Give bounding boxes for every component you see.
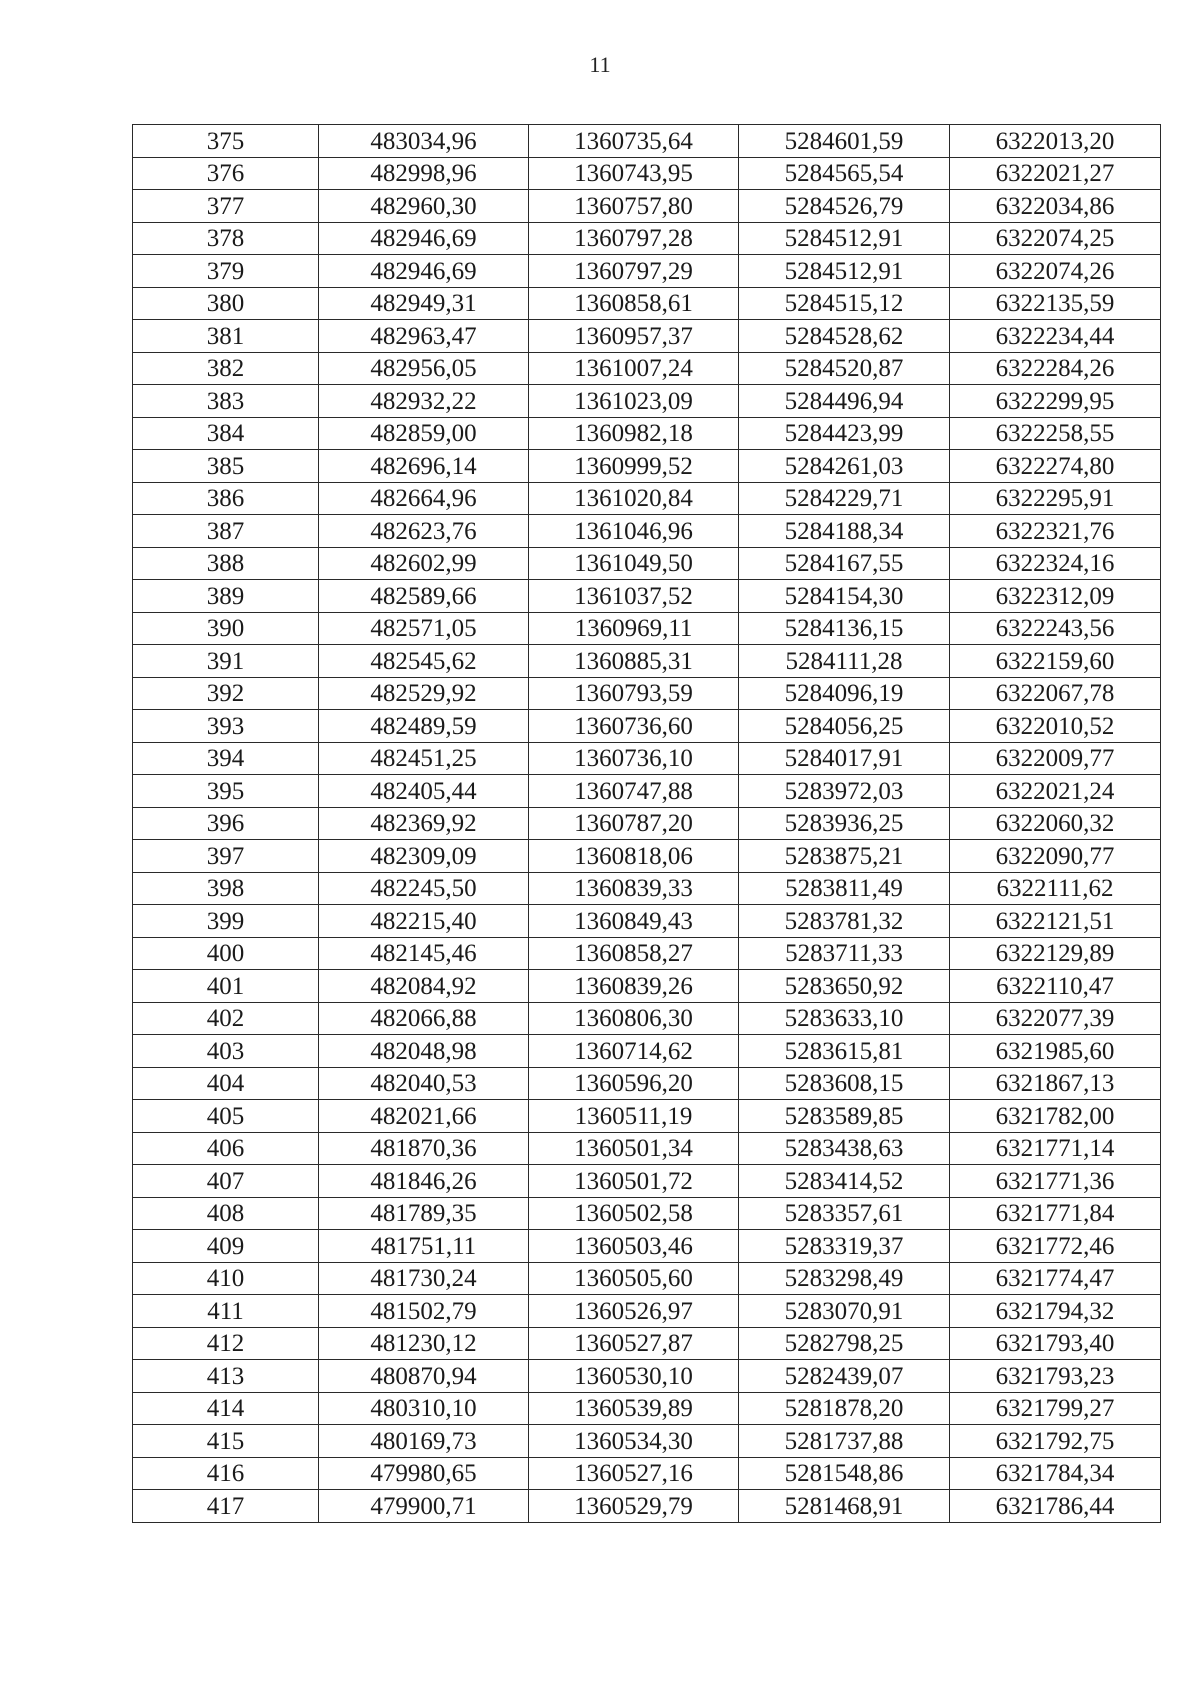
coord-y1-cell: 1360596,20 xyxy=(529,1067,739,1100)
coord-x2-cell: 5283298,49 xyxy=(739,1262,950,1295)
coord-x2-cell: 5284167,55 xyxy=(739,547,950,580)
coord-y2-cell: 6321793,40 xyxy=(950,1327,1161,1360)
table-row xyxy=(133,255,1161,288)
coord-y1-cell: 1360797,28 xyxy=(529,222,739,255)
coord-x2-cell: 5284515,12 xyxy=(739,287,950,320)
coord-y1-cell: 1360530,10 xyxy=(529,1360,739,1393)
coord-y2-cell: 6322243,56 xyxy=(950,612,1161,645)
point-number-cell: 387 xyxy=(133,515,319,548)
table-row xyxy=(133,710,1161,743)
point-number-cell: 409 xyxy=(133,1230,319,1263)
coord-x1-cell: 482545,62 xyxy=(319,645,529,678)
point-number-cell: 390 xyxy=(133,612,319,645)
table-row xyxy=(133,677,1161,710)
coord-y1-cell: 1360818,06 xyxy=(529,840,739,873)
point-number-cell: 380 xyxy=(133,287,319,320)
table-row xyxy=(133,417,1161,450)
coord-y1-cell: 1360797,29 xyxy=(529,255,739,288)
coord-x1-cell: 482489,59 xyxy=(319,710,529,743)
coord-y1-cell: 1360736,60 xyxy=(529,710,739,743)
coord-x1-cell: 482589,66 xyxy=(319,580,529,613)
coord-y1-cell: 1360858,61 xyxy=(529,287,739,320)
coord-x2-cell: 5284017,91 xyxy=(739,742,950,775)
table-row xyxy=(133,970,1161,1003)
coord-x2-cell: 5283875,21 xyxy=(739,840,950,873)
coord-x2-cell: 5284423,99 xyxy=(739,417,950,450)
point-number-cell: 416 xyxy=(133,1457,319,1490)
table-row xyxy=(133,482,1161,515)
coord-x2-cell: 5284261,03 xyxy=(739,450,950,483)
coord-x2-cell: 5283070,91 xyxy=(739,1295,950,1328)
table-row xyxy=(133,1425,1161,1458)
table-row xyxy=(133,515,1161,548)
table-row xyxy=(133,1327,1161,1360)
coord-y1-cell: 1360957,37 xyxy=(529,320,739,353)
coord-x1-cell: 482963,47 xyxy=(319,320,529,353)
table-row xyxy=(133,222,1161,255)
coord-y1-cell: 1360736,10 xyxy=(529,742,739,775)
point-number-cell: 417 xyxy=(133,1490,319,1523)
coord-y2-cell: 6322111,62 xyxy=(950,872,1161,905)
coord-y1-cell: 1360529,79 xyxy=(529,1490,739,1523)
point-number-cell: 400 xyxy=(133,937,319,970)
coord-y2-cell: 6321985,60 xyxy=(950,1035,1161,1068)
coord-x2-cell: 5284154,30 xyxy=(739,580,950,613)
coord-y2-cell: 6322077,39 xyxy=(950,1002,1161,1035)
point-number-cell: 406 xyxy=(133,1132,319,1165)
point-number-cell: 392 xyxy=(133,677,319,710)
coord-x1-cell: 482932,22 xyxy=(319,385,529,418)
coord-y2-cell: 6322009,77 xyxy=(950,742,1161,775)
table-row xyxy=(133,352,1161,385)
coord-y2-cell: 6322234,44 xyxy=(950,320,1161,353)
coord-y2-cell: 6322258,55 xyxy=(950,417,1161,450)
coord-x2-cell: 5281737,88 xyxy=(739,1425,950,1458)
coord-y2-cell: 6321793,23 xyxy=(950,1360,1161,1393)
coord-y2-cell: 6321786,44 xyxy=(950,1490,1161,1523)
point-number-cell: 410 xyxy=(133,1262,319,1295)
coord-x2-cell: 5283711,33 xyxy=(739,937,950,970)
table-row xyxy=(133,1002,1161,1035)
coord-y1-cell: 1360714,62 xyxy=(529,1035,739,1068)
coord-y1-cell: 1360502,58 xyxy=(529,1197,739,1230)
coord-x2-cell: 5284526,79 xyxy=(739,190,950,223)
coord-y1-cell: 1360858,27 xyxy=(529,937,739,970)
coord-x1-cell: 479980,65 xyxy=(319,1457,529,1490)
coord-x1-cell: 482859,00 xyxy=(319,417,529,450)
coord-y1-cell: 1360757,80 xyxy=(529,190,739,223)
coord-x1-cell: 481502,79 xyxy=(319,1295,529,1328)
coord-y2-cell: 6322321,76 xyxy=(950,515,1161,548)
coord-y1-cell: 1360849,43 xyxy=(529,905,739,938)
coord-x1-cell: 481230,12 xyxy=(319,1327,529,1360)
coord-y2-cell: 6322295,91 xyxy=(950,482,1161,515)
coord-x2-cell: 5284520,87 xyxy=(739,352,950,385)
coord-x1-cell: 480169,73 xyxy=(319,1425,529,1458)
coord-x2-cell: 5284056,25 xyxy=(739,710,950,743)
coord-y1-cell: 1360505,60 xyxy=(529,1262,739,1295)
coord-x1-cell: 482084,92 xyxy=(319,970,529,1003)
point-number-cell: 391 xyxy=(133,645,319,678)
coord-x1-cell: 482405,44 xyxy=(319,775,529,808)
coord-y2-cell: 6321771,14 xyxy=(950,1132,1161,1165)
coord-y2-cell: 6322074,25 xyxy=(950,222,1161,255)
point-number-cell: 393 xyxy=(133,710,319,743)
table-row xyxy=(133,287,1161,320)
table-row xyxy=(133,125,1161,158)
coord-y2-cell: 6322299,95 xyxy=(950,385,1161,418)
table-row xyxy=(133,320,1161,353)
coord-x1-cell: 482369,92 xyxy=(319,807,529,840)
point-number-cell: 386 xyxy=(133,482,319,515)
point-number-cell: 401 xyxy=(133,970,319,1003)
coord-x2-cell: 5283650,92 xyxy=(739,970,950,1003)
coord-y2-cell: 6322284,26 xyxy=(950,352,1161,385)
coord-y2-cell: 6322121,51 xyxy=(950,905,1161,938)
coord-y1-cell: 1361037,52 xyxy=(529,580,739,613)
coord-y1-cell: 1361007,24 xyxy=(529,352,739,385)
table-row xyxy=(133,1490,1161,1523)
coord-y1-cell: 1360503,46 xyxy=(529,1230,739,1263)
point-number-cell: 382 xyxy=(133,352,319,385)
coord-y2-cell: 6322021,27 xyxy=(950,157,1161,190)
coord-y1-cell: 1360743,95 xyxy=(529,157,739,190)
coord-y2-cell: 6321799,27 xyxy=(950,1392,1161,1425)
coord-y2-cell: 6321774,47 xyxy=(950,1262,1161,1295)
coord-y2-cell: 6322067,78 xyxy=(950,677,1161,710)
table-row xyxy=(133,450,1161,483)
coord-x1-cell: 482048,98 xyxy=(319,1035,529,1068)
coord-x2-cell: 5283811,49 xyxy=(739,872,950,905)
coord-x2-cell: 5283615,81 xyxy=(739,1035,950,1068)
coord-y2-cell: 6321772,46 xyxy=(950,1230,1161,1263)
table-row xyxy=(133,1035,1161,1068)
coord-x2-cell: 5283608,15 xyxy=(739,1067,950,1100)
coord-x1-cell: 482949,31 xyxy=(319,287,529,320)
coord-x1-cell: 482215,40 xyxy=(319,905,529,938)
coord-x1-cell: 482664,96 xyxy=(319,482,529,515)
coord-x2-cell: 5284096,19 xyxy=(739,677,950,710)
point-number-cell: 375 xyxy=(133,125,319,158)
coord-x1-cell: 482571,05 xyxy=(319,612,529,645)
coord-y1-cell: 1360969,11 xyxy=(529,612,739,645)
coord-y2-cell: 6322129,89 xyxy=(950,937,1161,970)
coord-x2-cell: 5283414,52 xyxy=(739,1165,950,1198)
coord-x2-cell: 5282439,07 xyxy=(739,1360,950,1393)
coord-y2-cell: 6322135,59 xyxy=(950,287,1161,320)
point-number-cell: 411 xyxy=(133,1295,319,1328)
coord-x1-cell: 481870,36 xyxy=(319,1132,529,1165)
coord-y1-cell: 1360735,64 xyxy=(529,125,739,158)
coord-x2-cell: 5283589,85 xyxy=(739,1100,950,1133)
table-row xyxy=(133,190,1161,223)
coord-x2-cell: 5284528,62 xyxy=(739,320,950,353)
coord-y2-cell: 6322034,86 xyxy=(950,190,1161,223)
table-row xyxy=(133,1457,1161,1490)
coord-y1-cell: 1360526,97 xyxy=(529,1295,739,1328)
coord-x2-cell: 5284111,28 xyxy=(739,645,950,678)
table-row xyxy=(133,385,1161,418)
point-number-cell: 404 xyxy=(133,1067,319,1100)
point-number-cell: 394 xyxy=(133,742,319,775)
coord-y2-cell: 6322013,20 xyxy=(950,125,1161,158)
point-number-cell: 376 xyxy=(133,157,319,190)
table-row xyxy=(133,1230,1161,1263)
point-number-cell: 415 xyxy=(133,1425,319,1458)
table-row xyxy=(133,580,1161,613)
table-row xyxy=(133,840,1161,873)
coord-y2-cell: 6322159,60 xyxy=(950,645,1161,678)
coord-x2-cell: 5283972,03 xyxy=(739,775,950,808)
coord-y2-cell: 6322324,16 xyxy=(950,547,1161,580)
coord-y1-cell: 1360539,89 xyxy=(529,1392,739,1425)
coord-x1-cell: 482946,69 xyxy=(319,255,529,288)
point-number-cell: 402 xyxy=(133,1002,319,1035)
coord-y2-cell: 6321792,75 xyxy=(950,1425,1161,1458)
table-row xyxy=(133,872,1161,905)
coord-y1-cell: 1360747,88 xyxy=(529,775,739,808)
point-number-cell: 381 xyxy=(133,320,319,353)
coord-x2-cell: 5282798,25 xyxy=(739,1327,950,1360)
coord-x1-cell: 482309,09 xyxy=(319,840,529,873)
coord-y1-cell: 1360885,31 xyxy=(529,645,739,678)
coord-x1-cell: 482956,05 xyxy=(319,352,529,385)
coord-y1-cell: 1360534,30 xyxy=(529,1425,739,1458)
coord-y2-cell: 6322010,52 xyxy=(950,710,1161,743)
coordinates-table-body xyxy=(133,125,1161,1523)
coord-x2-cell: 5284512,91 xyxy=(739,222,950,255)
table-row xyxy=(133,905,1161,938)
coord-x2-cell: 5281548,86 xyxy=(739,1457,950,1490)
coord-y1-cell: 1361023,09 xyxy=(529,385,739,418)
point-number-cell: 388 xyxy=(133,547,319,580)
table-row xyxy=(133,742,1161,775)
coord-y1-cell: 1360511,19 xyxy=(529,1100,739,1133)
coord-x2-cell: 5284565,54 xyxy=(739,157,950,190)
coord-x1-cell: 481751,11 xyxy=(319,1230,529,1263)
coord-x1-cell: 481846,26 xyxy=(319,1165,529,1198)
coord-x1-cell: 481789,35 xyxy=(319,1197,529,1230)
coordinates-table xyxy=(132,124,1161,1523)
point-number-cell: 398 xyxy=(133,872,319,905)
point-number-cell: 414 xyxy=(133,1392,319,1425)
coord-x1-cell: 483034,96 xyxy=(319,125,529,158)
coord-x1-cell: 480310,10 xyxy=(319,1392,529,1425)
coord-y1-cell: 1360787,20 xyxy=(529,807,739,840)
table-row xyxy=(133,645,1161,678)
coord-y1-cell: 1361049,50 xyxy=(529,547,739,580)
point-number-cell: 383 xyxy=(133,385,319,418)
table-row xyxy=(133,1262,1161,1295)
coord-y1-cell: 1360527,16 xyxy=(529,1457,739,1490)
coord-x2-cell: 5283357,61 xyxy=(739,1197,950,1230)
table-row xyxy=(133,1392,1161,1425)
coord-y2-cell: 6322060,32 xyxy=(950,807,1161,840)
coord-y2-cell: 6322090,77 xyxy=(950,840,1161,873)
coord-x1-cell: 482040,53 xyxy=(319,1067,529,1100)
table-row xyxy=(133,1165,1161,1198)
coord-y2-cell: 6321782,00 xyxy=(950,1100,1161,1133)
table-row xyxy=(133,775,1161,808)
point-number-cell: 384 xyxy=(133,417,319,450)
coord-x2-cell: 5281878,20 xyxy=(739,1392,950,1425)
point-number-cell: 408 xyxy=(133,1197,319,1230)
coord-x1-cell: 482602,99 xyxy=(319,547,529,580)
coord-x2-cell: 5283936,25 xyxy=(739,807,950,840)
table-row xyxy=(133,157,1161,190)
coord-y1-cell: 1360982,18 xyxy=(529,417,739,450)
coord-x2-cell: 5283633,10 xyxy=(739,1002,950,1035)
coord-y1-cell: 1360527,87 xyxy=(529,1327,739,1360)
coord-x1-cell: 479900,71 xyxy=(319,1490,529,1523)
point-number-cell: 397 xyxy=(133,840,319,873)
coord-x2-cell: 5283438,63 xyxy=(739,1132,950,1165)
coord-x2-cell: 5284601,59 xyxy=(739,125,950,158)
coord-x1-cell: 480870,94 xyxy=(319,1360,529,1393)
coord-y1-cell: 1361046,96 xyxy=(529,515,739,548)
coord-x2-cell: 5284512,91 xyxy=(739,255,950,288)
coord-x1-cell: 482066,88 xyxy=(319,1002,529,1035)
point-number-cell: 389 xyxy=(133,580,319,613)
coord-y1-cell: 1361020,84 xyxy=(529,482,739,515)
point-number-cell: 377 xyxy=(133,190,319,223)
point-number-cell: 407 xyxy=(133,1165,319,1198)
coord-x1-cell: 482451,25 xyxy=(319,742,529,775)
coord-x2-cell: 5283781,32 xyxy=(739,905,950,938)
coord-y1-cell: 1360839,33 xyxy=(529,872,739,905)
table-row xyxy=(133,1360,1161,1393)
coord-x1-cell: 482623,76 xyxy=(319,515,529,548)
coord-y1-cell: 1360839,26 xyxy=(529,970,739,1003)
coord-y2-cell: 6321867,13 xyxy=(950,1067,1161,1100)
coord-y2-cell: 6322021,24 xyxy=(950,775,1161,808)
point-number-cell: 385 xyxy=(133,450,319,483)
coord-x2-cell: 5284188,34 xyxy=(739,515,950,548)
coord-y2-cell: 6322274,80 xyxy=(950,450,1161,483)
table-row xyxy=(133,612,1161,645)
point-number-cell: 399 xyxy=(133,905,319,938)
coord-y2-cell: 6321771,84 xyxy=(950,1197,1161,1230)
coord-x1-cell: 482696,14 xyxy=(319,450,529,483)
point-number-cell: 412 xyxy=(133,1327,319,1360)
table-row xyxy=(133,1067,1161,1100)
table-row xyxy=(133,547,1161,580)
coord-x1-cell: 482998,96 xyxy=(319,157,529,190)
table-row xyxy=(133,807,1161,840)
coord-y1-cell: 1360501,34 xyxy=(529,1132,739,1165)
table-row xyxy=(133,1100,1161,1133)
coord-y2-cell: 6322110,47 xyxy=(950,970,1161,1003)
point-number-cell: 378 xyxy=(133,222,319,255)
coord-y1-cell: 1360999,52 xyxy=(529,450,739,483)
table-row xyxy=(133,1197,1161,1230)
point-number-cell: 413 xyxy=(133,1360,319,1393)
coord-x1-cell: 482946,69 xyxy=(319,222,529,255)
coord-x1-cell: 482021,66 xyxy=(319,1100,529,1133)
coord-x1-cell: 481730,24 xyxy=(319,1262,529,1295)
coord-y2-cell: 6322312,09 xyxy=(950,580,1161,613)
coord-y1-cell: 1360806,30 xyxy=(529,1002,739,1035)
point-number-cell: 395 xyxy=(133,775,319,808)
coord-y2-cell: 6321794,32 xyxy=(950,1295,1161,1328)
coord-x2-cell: 5281468,91 xyxy=(739,1490,950,1523)
coord-x1-cell: 482529,92 xyxy=(319,677,529,710)
coord-x2-cell: 5284229,71 xyxy=(739,482,950,515)
coord-x1-cell: 482245,50 xyxy=(319,872,529,905)
coord-x2-cell: 5284136,15 xyxy=(739,612,950,645)
coord-x2-cell: 5284496,94 xyxy=(739,385,950,418)
point-number-cell: 379 xyxy=(133,255,319,288)
point-number-cell: 403 xyxy=(133,1035,319,1068)
table-row xyxy=(133,937,1161,970)
table-row xyxy=(133,1132,1161,1165)
table-row xyxy=(133,1295,1161,1328)
coord-x1-cell: 482960,30 xyxy=(319,190,529,223)
coord-y2-cell: 6321784,34 xyxy=(950,1457,1161,1490)
coord-x2-cell: 5283319,37 xyxy=(739,1230,950,1263)
point-number-cell: 405 xyxy=(133,1100,319,1133)
coord-y1-cell: 1360501,72 xyxy=(529,1165,739,1198)
coord-y2-cell: 6322074,26 xyxy=(950,255,1161,288)
coord-x1-cell: 482145,46 xyxy=(319,937,529,970)
coord-y1-cell: 1360793,59 xyxy=(529,677,739,710)
page-number: 11 xyxy=(589,52,611,77)
coord-y2-cell: 6321771,36 xyxy=(950,1165,1161,1198)
point-number-cell: 396 xyxy=(133,807,319,840)
